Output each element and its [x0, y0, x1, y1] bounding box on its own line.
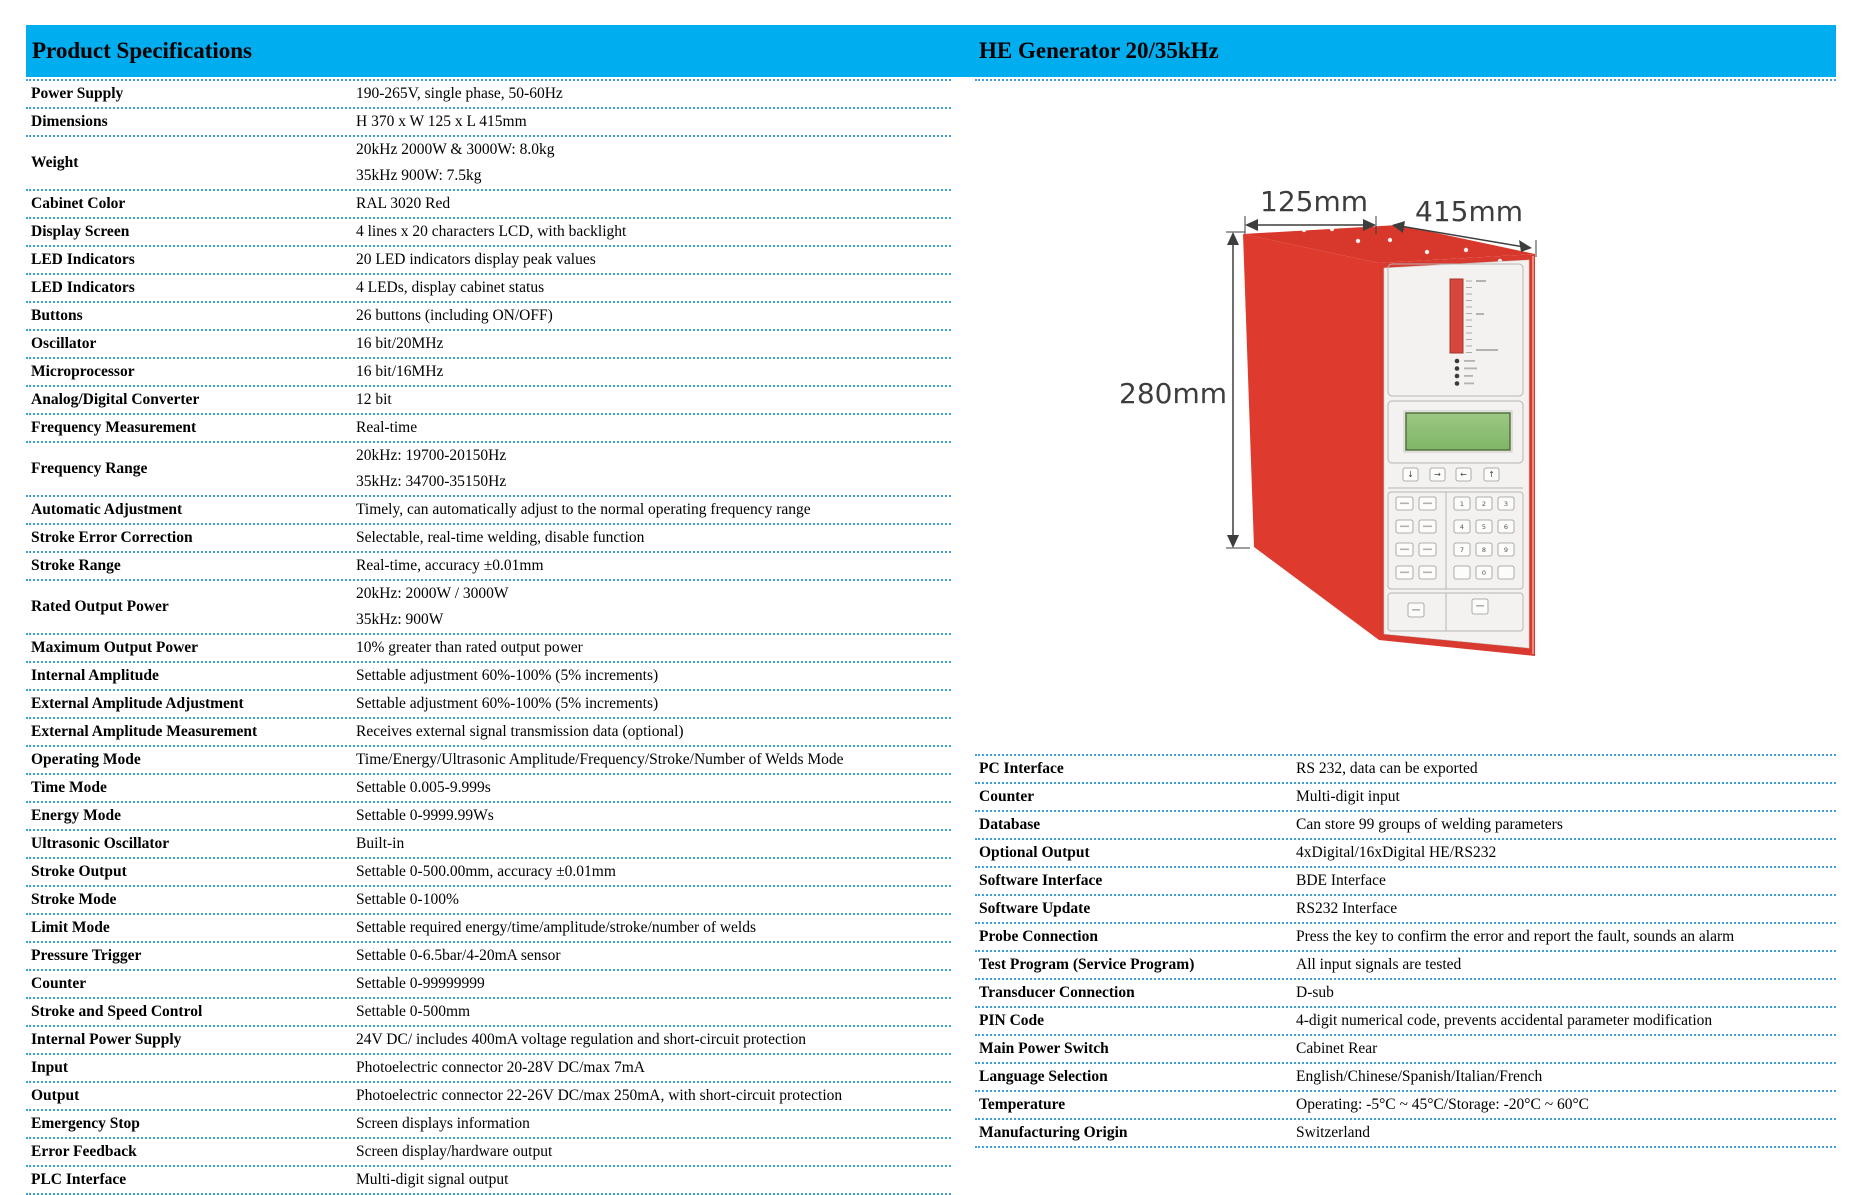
- spec-value: [356, 887, 951, 913]
- spec-value: [1296, 1008, 1836, 1034]
- spec-value-line: 35kHz: 900W: [356, 611, 444, 628]
- spec-row: [975, 1036, 1836, 1064]
- spec-value-line: Settable adjustment 60%-100% (5% increments): [356, 667, 659, 684]
- spec-row: [26, 1167, 951, 1195]
- spec-row: [975, 896, 1836, 924]
- spec-label: Rated Output Power: [31, 598, 169, 615]
- spec-label: Temperature: [979, 1096, 1066, 1113]
- cabinet-side-face: [1243, 234, 1379, 640]
- spec-label: Input: [31, 1059, 69, 1076]
- spec-row: [26, 81, 951, 109]
- spec-row: [975, 756, 1836, 784]
- spec-row: [26, 219, 951, 247]
- spec-label: PC Interface: [979, 760, 1064, 777]
- spec-value-line: 4-digit numerical code, prevents accidental parameter modification: [1296, 1012, 1713, 1029]
- spec-value: [356, 219, 951, 245]
- spec-row: [26, 359, 951, 387]
- spec-value-line: Receives external signal transmission data (optional): [356, 723, 684, 740]
- spec-value: [356, 359, 951, 385]
- spec-label: Frequency Measurement: [31, 419, 197, 436]
- spec-label: Emergency Stop: [31, 1115, 140, 1132]
- spec-value: [356, 497, 951, 523]
- spec-value-line: 20kHz: 19700-20150Hz: [356, 447, 507, 464]
- numpad-key: 9: [1503, 546, 1509, 554]
- spec-row: [26, 553, 951, 581]
- spec-value: [356, 581, 951, 633]
- spec-label: PIN Code: [979, 1012, 1045, 1029]
- spec-value-line: Settable 0-9999.99Ws: [356, 807, 494, 824]
- spec-value: [1296, 840, 1836, 866]
- spec-value: [356, 387, 951, 413]
- spec-value: [356, 775, 951, 801]
- spec-label: Software Interface: [979, 872, 1103, 889]
- numpad-key: 3: [1503, 500, 1509, 508]
- spec-row: [26, 525, 951, 553]
- spec-row: [975, 980, 1836, 1008]
- spec-value-line: Settable required energy/time/amplitude/stroke/number of welds: [356, 919, 757, 936]
- spec-row: [975, 952, 1836, 980]
- numpad-key: 8: [1481, 546, 1487, 554]
- spec-label: Stroke Mode: [31, 891, 117, 908]
- spec-value-line: 20 LED indicators display peak values: [356, 251, 596, 268]
- spec-row: [26, 971, 951, 999]
- spec-value-line: Multi-digit signal output: [356, 1171, 509, 1188]
- spec-label: Optional Output: [979, 844, 1090, 861]
- spec-value-line: Timely, can automatically adjust to the normal operating frequency range: [356, 501, 811, 518]
- dimension-width-label: 125mm: [1260, 185, 1368, 218]
- spec-value-line: Photoelectric connector 22-26V DC/max 250mA, with short-circuit protection: [356, 1087, 843, 1104]
- spec-value: [1296, 952, 1836, 978]
- spec-label: Stroke and Speed Control: [31, 1003, 203, 1020]
- spec-value-line: Operating: -5°C ~ 45°C/Storage: -20°C ~ 60°C: [1296, 1096, 1589, 1113]
- spec-row: [26, 247, 951, 275]
- spec-value: [356, 331, 951, 357]
- spec-value: [356, 415, 951, 441]
- numpad-key: 6: [1503, 523, 1509, 531]
- spec-value: [356, 831, 951, 857]
- generator-illustration: [1100, 140, 1580, 680]
- spec-row: [26, 719, 951, 747]
- spec-value: [356, 1139, 951, 1165]
- spec-label: Output: [31, 1087, 80, 1104]
- arrow-key-glyph: ←: [1460, 470, 1467, 479]
- spec-row: [975, 1008, 1836, 1036]
- spec-value-line: Built-in: [356, 835, 405, 852]
- numpad-key: 0: [1481, 569, 1487, 577]
- spec-value-line: 16 bit/20MHz: [356, 335, 444, 352]
- spec-row: [26, 275, 951, 303]
- numpad-key: 2: [1481, 500, 1487, 508]
- spec-label: Buttons: [31, 307, 83, 324]
- spec-label: Transducer Connection: [979, 984, 1135, 1001]
- spec-value: [356, 553, 951, 579]
- spec-value: [356, 525, 951, 551]
- spec-value-line: 26 buttons (including ON/OFF): [356, 307, 553, 324]
- spec-value: [1296, 1064, 1836, 1090]
- spec-value: [356, 803, 951, 829]
- spec-value-line: Real-time: [356, 419, 418, 436]
- spec-label: Internal Amplitude: [31, 667, 159, 684]
- spec-value-line: 4 lines x 20 characters LCD, with backlight: [356, 223, 627, 240]
- spec-row: [26, 303, 951, 331]
- spec-value-line: D-sub: [1296, 984, 1334, 1001]
- spec-label: External Amplitude Measurement: [31, 723, 258, 740]
- spec-row: [26, 137, 951, 191]
- spec-value-line: 20kHz: 2000W / 3000W: [356, 585, 509, 602]
- spec-value: [1296, 896, 1836, 922]
- numpad-key: 1: [1459, 500, 1465, 508]
- spec-label: Error Feedback: [31, 1143, 137, 1160]
- spec-value-line: 20kHz 2000W & 3000W: 8.0kg: [356, 141, 555, 158]
- spec-value: [356, 247, 951, 273]
- spec-value-line: RS 232, data can be exported: [1296, 760, 1478, 777]
- spec-label: Weight: [31, 154, 79, 171]
- spec-row: [26, 747, 951, 775]
- spec-label: Software Update: [979, 900, 1091, 917]
- spec-row: [26, 497, 951, 525]
- led-bar-indicator: [1450, 279, 1463, 353]
- spec-label: LED Indicators: [31, 251, 135, 268]
- spec-value: [356, 747, 951, 773]
- spec-value-line: Settable 0-500.00mm, accuracy ±0.01mm: [356, 863, 616, 880]
- dimension-height-label: 280mm: [1119, 377, 1227, 410]
- spec-label: External Amplitude Adjustment: [31, 695, 244, 712]
- spec-row: [26, 1027, 951, 1055]
- spec-value-line: 4 LEDs, display cabinet status: [356, 279, 545, 296]
- spec-label: Microprocessor: [31, 363, 135, 380]
- spec-value-line: 24V DC/ includes 400mA voltage regulation and short-circuit protection: [356, 1031, 806, 1048]
- spec-value: [1296, 1036, 1836, 1062]
- spec-value: [356, 719, 951, 745]
- spec-value: [356, 1167, 951, 1193]
- spec-label: Time Mode: [31, 779, 107, 796]
- spec-row: [26, 331, 951, 359]
- lcd-screen: [1406, 413, 1510, 450]
- spec-value: [1296, 868, 1836, 894]
- spec-value: [356, 663, 951, 689]
- dimension-125mm: [1245, 185, 1376, 234]
- spec-row: [975, 924, 1836, 952]
- spec-value-line: Switzerland: [1296, 1124, 1371, 1141]
- spec-value-line: Settable 0-100%: [356, 891, 459, 908]
- spec-row: [975, 1064, 1836, 1092]
- spec-row: [26, 1111, 951, 1139]
- spec-value-line: 16 bit/16MHz: [356, 363, 444, 380]
- spec-label: Stroke Output: [31, 863, 127, 880]
- spec-row: [26, 415, 951, 443]
- spec-label: Counter: [979, 788, 1035, 805]
- spec-label: LED Indicators: [31, 279, 135, 296]
- spec-value-line: Settable adjustment 60%-100% (5% increments): [356, 695, 659, 712]
- spec-label: Counter: [31, 975, 87, 992]
- spec-label: Probe Connection: [979, 928, 1098, 945]
- spec-label: Display Screen: [31, 223, 130, 240]
- spec-value: [356, 303, 951, 329]
- spec-value: [356, 691, 951, 717]
- numpad-key: 4: [1459, 523, 1465, 531]
- spec-value-line: 4xDigital/16xDigital HE/RS232: [1296, 844, 1497, 861]
- spec-value: [1296, 756, 1836, 782]
- spec-value-line: 12 bit: [356, 391, 392, 408]
- spec-value-line: Time/Energy/Ultrasonic Amplitude/Frequency/Stroke/Number of Welds Mode: [356, 751, 844, 768]
- spec-row: [975, 812, 1836, 840]
- numpad-key: 5: [1481, 523, 1487, 531]
- spec-value-line: Settable 0-500mm: [356, 1003, 471, 1020]
- spec-row: [26, 1055, 951, 1083]
- spec-label: Oscillator: [31, 335, 97, 352]
- spec-value-line: 35kHz: 34700-35150Hz: [356, 473, 507, 490]
- right-column-top-rule: [975, 79, 1836, 81]
- spec-value-line: Press the key to confirm the error and report the fault, sounds an alarm: [1296, 928, 1735, 945]
- spec-label: Automatic Adjustment: [31, 501, 183, 518]
- arrow-key-glyph: ↑: [1488, 470, 1495, 479]
- spec-label: Stroke Range: [31, 557, 121, 574]
- spec-row: [26, 831, 951, 859]
- product-figure: [1100, 140, 1580, 680]
- spec-row: [26, 1139, 951, 1167]
- spec-label: Cabinet Color: [31, 195, 126, 212]
- spec-value: [356, 275, 951, 301]
- spec-value-line: Screen displays information: [356, 1115, 530, 1132]
- spec-label: Internal Power Supply: [31, 1031, 182, 1048]
- spec-value: [356, 971, 951, 997]
- spec-row: [975, 1092, 1836, 1120]
- arrow-key-glyph: →: [1434, 470, 1441, 479]
- spec-value-line: RS232 Interface: [1296, 900, 1398, 917]
- spec-value-line: BDE Interface: [1296, 872, 1386, 889]
- spec-value-line: Can store 99 groups of welding parameters: [1296, 816, 1563, 833]
- spec-label: Dimensions: [31, 113, 108, 130]
- spec-value-line: 190-265V, single phase, 50-60Hz: [356, 85, 563, 102]
- spec-row: [26, 191, 951, 219]
- right-spec-table: [975, 754, 1836, 1148]
- spec-value: [356, 191, 951, 217]
- spec-value: [356, 635, 951, 661]
- spec-label: Ultrasonic Oscillator: [31, 835, 170, 852]
- header-band: [26, 25, 1836, 77]
- spec-row: [26, 443, 951, 497]
- spec-value: [356, 915, 951, 941]
- spec-row: [26, 887, 951, 915]
- spec-value: [1296, 980, 1836, 1006]
- spec-value-line: Photoelectric connector 20-28V DC/max 7mA: [356, 1059, 645, 1076]
- spec-row: [26, 859, 951, 887]
- spec-value: [1296, 1092, 1836, 1118]
- page-title-left: Product Specifications: [32, 38, 252, 63]
- spec-value: [356, 1111, 951, 1137]
- spec-label: Energy Mode: [31, 807, 121, 824]
- spec-row: [26, 943, 951, 971]
- spec-value-line: Settable 0.005-9.999s: [356, 779, 491, 796]
- spec-row: [26, 663, 951, 691]
- spec-value: [356, 999, 951, 1025]
- spec-label: Analog/Digital Converter: [31, 391, 200, 408]
- spec-label: Maximum Output Power: [31, 639, 199, 656]
- page-title-right: HE Generator 20/35kHz: [979, 38, 1219, 63]
- spec-value-line: Selectable, real-time welding, disable function: [356, 529, 645, 546]
- numpad-key: 7: [1459, 546, 1465, 554]
- spec-value: [356, 1027, 951, 1053]
- spec-row: [26, 1083, 951, 1111]
- spec-value-line: All input signals are tested: [1296, 956, 1462, 973]
- spec-row: [26, 915, 951, 943]
- spec-row: [26, 999, 951, 1027]
- spec-row: [26, 691, 951, 719]
- spec-row: [26, 581, 951, 635]
- spec-row: [26, 387, 951, 415]
- spec-value-line: 35kHz 900W: 7.5kg: [356, 167, 482, 184]
- spec-label: Manufacturing Origin: [979, 1124, 1128, 1141]
- spec-value: [356, 859, 951, 885]
- spec-row: [975, 784, 1836, 812]
- spec-value: [356, 943, 951, 969]
- spec-value: [1296, 1120, 1836, 1146]
- spec-label: Database: [979, 816, 1041, 833]
- dimension-280mm: [1119, 232, 1250, 548]
- spec-row: [26, 109, 951, 137]
- spec-value: [1296, 784, 1836, 810]
- spec-value: [1296, 812, 1836, 838]
- spec-value-line: Cabinet Rear: [1296, 1040, 1378, 1057]
- spec-label: Operating Mode: [31, 751, 141, 768]
- spec-value: [356, 443, 951, 495]
- spec-value-line: H 370 x W 125 x L 415mm: [356, 113, 527, 130]
- spec-label: Language Selection: [979, 1068, 1108, 1085]
- spec-value-line: English/Chinese/Spanish/Italian/French: [1296, 1068, 1543, 1085]
- spec-value-line: Multi-digit input: [1296, 788, 1400, 805]
- spec-value-line: Screen display/hardware output: [356, 1143, 553, 1160]
- spec-label: Main Power Switch: [979, 1040, 1109, 1057]
- spec-row: [975, 868, 1836, 896]
- left-spec-table: [26, 79, 951, 1195]
- spec-value-line: 10% greater than rated output power: [356, 639, 583, 656]
- spec-label: Limit Mode: [31, 919, 110, 936]
- spec-row: [26, 803, 951, 831]
- spec-value: [1296, 924, 1836, 950]
- spec-value: [356, 1083, 951, 1109]
- spec-label: PLC Interface: [31, 1171, 127, 1188]
- spec-label: Test Program (Service Program): [979, 956, 1195, 973]
- spec-value-line: RAL 3020 Red: [356, 195, 451, 212]
- spec-value-line: Settable 0-6.5bar/4-20mA sensor: [356, 947, 561, 964]
- dimension-depth-label: 415mm: [1415, 195, 1523, 228]
- spec-row: [26, 635, 951, 663]
- spec-value-line: Settable 0-99999999: [356, 975, 485, 992]
- spec-row: [975, 840, 1836, 868]
- spec-label: Stroke Error Correction: [31, 529, 193, 546]
- spec-value: [356, 1055, 951, 1081]
- spec-value: [356, 81, 951, 107]
- spec-label: Power Supply: [31, 85, 124, 102]
- spec-value-line: Real-time, accuracy ±0.01mm: [356, 557, 544, 574]
- spec-row: [975, 1120, 1836, 1148]
- spec-value: [356, 137, 951, 189]
- spec-row: [26, 775, 951, 803]
- arrow-key-glyph: ↓: [1407, 470, 1414, 479]
- spec-label: Pressure Trigger: [31, 947, 142, 964]
- spec-label: Frequency Range: [31, 460, 148, 477]
- spec-value: [356, 109, 951, 135]
